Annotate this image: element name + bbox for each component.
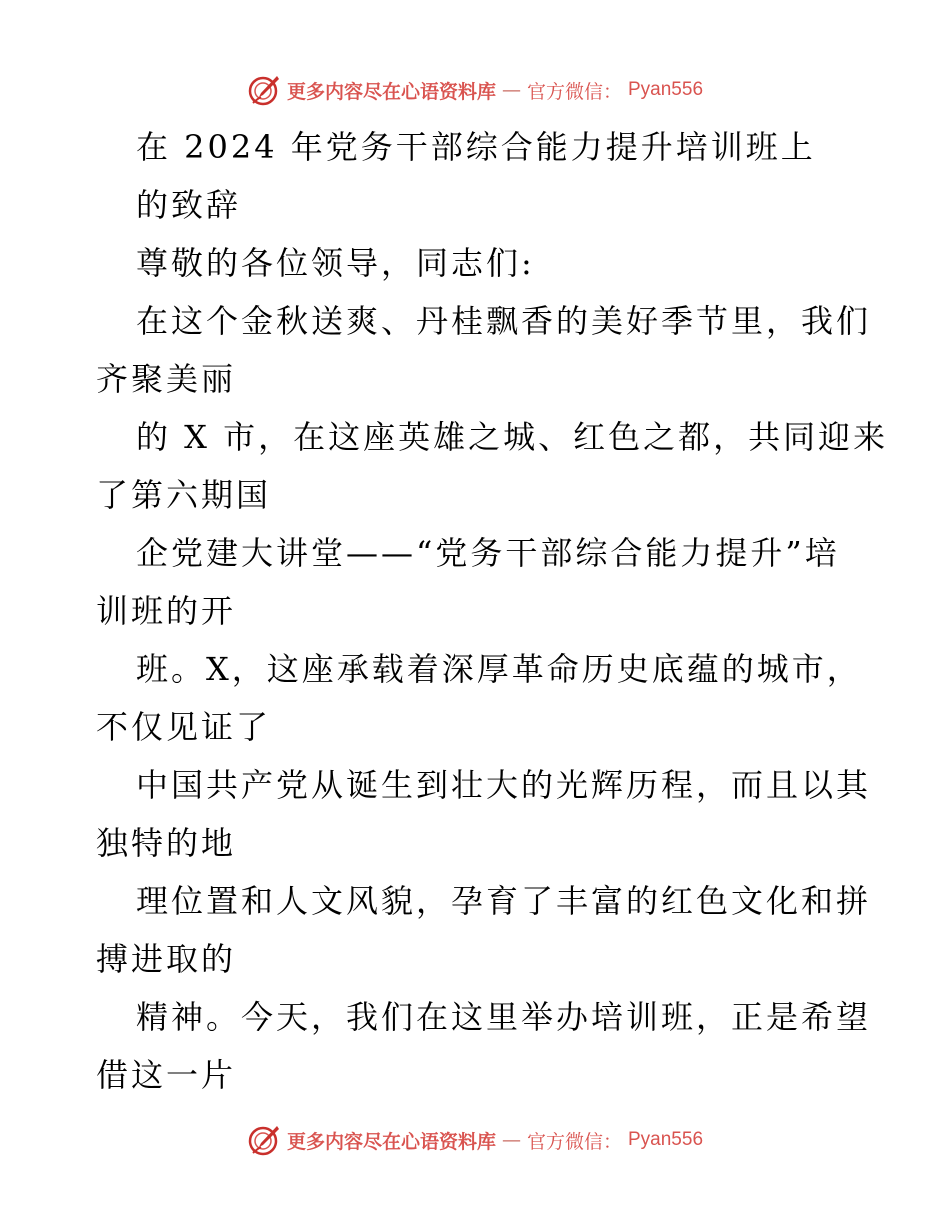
body-line: 训班的开 <box>96 592 237 630</box>
banner-brand-text: 更多内容尽在心语资料库 <box>286 1130 496 1153</box>
banner-separator: — <box>501 1129 521 1151</box>
banner-wechat-id: Pyan556 <box>628 1129 704 1150</box>
body-line: 借这一片 <box>96 1056 237 1094</box>
footer-banner <box>0 1120 950 1160</box>
banner-wechat-id: Pyan556 <box>628 79 704 100</box>
body-line: 理位置和人文风貌，孕育了丰富的红色文化和拼 <box>136 882 872 920</box>
title-line-1: 在 2024 年党务干部综合能力提升培训班上 <box>136 128 816 166</box>
body-line: 齐聚美丽 <box>96 360 237 398</box>
body-line: 中国共产党从诞生到壮大的光辉历程，而且以其 <box>136 766 872 804</box>
quill-pen-logo-icon <box>247 1123 281 1157</box>
header-banner <box>0 70 950 110</box>
body-line: 搏进取的 <box>96 940 237 978</box>
body-line: 的 X 市，在这座英雄之城、红色之都，共同迎来 <box>136 418 889 456</box>
body-line: 精神。今天，我们在这里举办培训班，正是希望 <box>136 998 872 1036</box>
body-line: 在这个金秋送爽、丹桂飘香的美好季节里，我们 <box>136 302 872 340</box>
body-line: 班。X，这座承载着深厚革命历史底蕴的城市， <box>136 650 862 688</box>
body-line: 不仅见证了 <box>96 708 272 746</box>
body-line: 独特的地 <box>96 824 237 862</box>
title-line-2: 的致辞 <box>136 186 242 224</box>
banner-separator: — <box>501 79 521 101</box>
banner-brand-text: 更多内容尽在心语资料库 <box>286 80 496 103</box>
banner-wechat-label: 官方微信： <box>526 1130 622 1153</box>
salutation-line: 尊敬的各位领导，同志们: <box>136 244 535 282</box>
body-line: 企党建大讲堂——“党务干部综合能力提升”培 <box>136 534 840 572</box>
body-line: 了第六期国 <box>96 476 272 514</box>
quill-pen-logo-icon <box>247 73 281 107</box>
banner-wechat-label: 官方微信： <box>526 80 622 103</box>
